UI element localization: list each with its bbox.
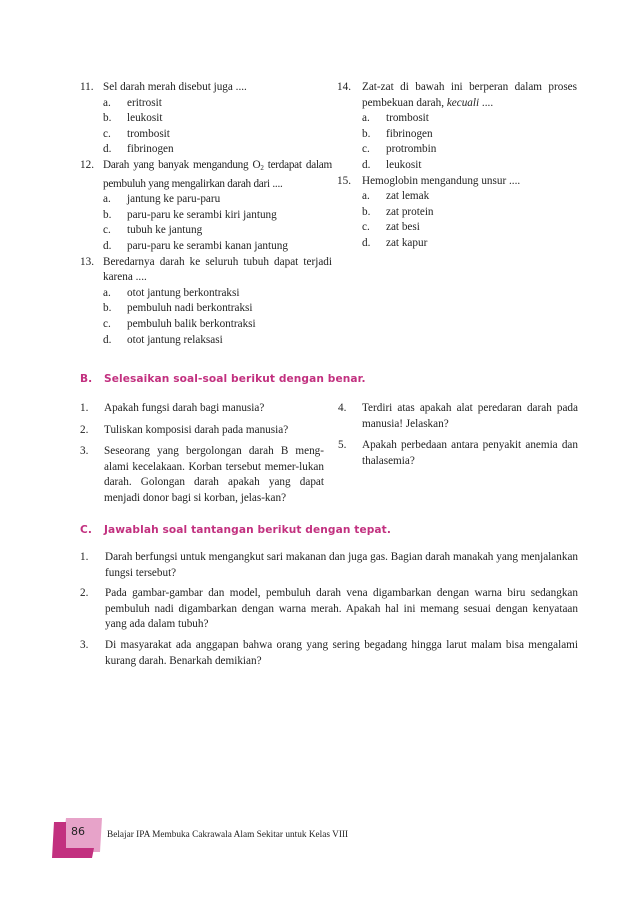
option-item	[103, 333, 332, 349]
challenge-question-3	[80, 638, 578, 669]
question-number: 14.	[337, 81, 351, 93]
option-text: pembuluh nadi berkontraksi	[127, 302, 253, 315]
option-text: pembuluh balik berkontraksi	[127, 317, 256, 330]
option-item	[103, 142, 332, 158]
option-letter: d.	[103, 143, 112, 156]
option-letter: d.	[362, 236, 371, 249]
option-letter: b.	[103, 208, 112, 221]
challenge-question-1	[80, 550, 578, 581]
question-number: 12.	[80, 158, 94, 171]
essay-question-3	[80, 444, 324, 506]
question-text-part: ....	[479, 96, 494, 109]
question-text: Terdiri atas apakah alat peredaran darah pada manusia! Jelaskan?	[362, 402, 578, 430]
question-text: Apakah fungsi darah bagi manusia?	[104, 402, 265, 414]
option-letter: c.	[362, 143, 370, 156]
option-text: protrombin	[386, 143, 437, 156]
option-letter: d.	[103, 333, 112, 346]
question-text-part: Zat-zat di bawah ini berperan dalam proses pembekuan darah,	[362, 81, 577, 109]
option-list	[103, 192, 332, 254]
option-letter: a.	[362, 190, 370, 203]
subscript: 2	[260, 163, 264, 172]
section-title: Selesaikan soal-soal berikut dengan benar.	[104, 373, 366, 385]
challenge-question-2	[80, 586, 578, 633]
question-text: Apakah perbedaan antara penyakit anemia dan thalasemia?	[362, 439, 578, 467]
question-number: 13.	[80, 255, 94, 268]
option-item	[103, 317, 332, 333]
question-number: 3.	[80, 445, 89, 458]
option-item	[103, 192, 332, 208]
option-list	[103, 96, 332, 158]
option-letter: a.	[103, 193, 111, 206]
question-number: 1.	[80, 402, 89, 414]
option-list	[362, 111, 577, 173]
question-number: 5.	[338, 439, 347, 452]
option-item	[103, 301, 332, 317]
question-text-part: terdapat dalam pembuluh yang mengalirkan darah dari ....	[103, 158, 332, 190]
option-item	[103, 96, 332, 112]
essay-question-1	[80, 401, 324, 417]
option-text: zat protein	[386, 205, 434, 218]
option-item	[103, 208, 332, 224]
option-item	[362, 158, 577, 174]
page-number: 86	[71, 825, 85, 838]
option-list	[103, 286, 332, 348]
section-c-list	[80, 550, 578, 674]
option-letter: d.	[362, 158, 371, 171]
question-text: Darah berfungsi untuk mengangkut sari makanan dan juga gas. Bagian darah manakah yang menjalankan fungsi tersebut?	[105, 551, 578, 579]
question-text: Seseorang yang bergolongan darah B meng-alami kecelakaan. Korban tersebut memer-lukan darah. Golongan darah apakah yang dapat menjadi donor bagi si korban, jelas-kan?	[104, 445, 324, 504]
option-text: leukosit	[386, 158, 422, 171]
option-letter: b.	[362, 205, 371, 218]
question-12	[80, 158, 332, 255]
option-text: trombosit	[386, 112, 429, 125]
section-letter: B.	[80, 373, 93, 385]
question-number: 11.	[80, 81, 94, 93]
essay-question-4	[338, 401, 578, 432]
option-letter: c.	[362, 221, 370, 234]
option-item	[362, 220, 577, 236]
option-text: jantung ke paru-paru	[127, 193, 221, 206]
option-text: otot jantung relaksasi	[127, 333, 223, 346]
section-b-heading	[80, 373, 366, 385]
question-number: 15.	[337, 174, 351, 187]
option-item	[362, 127, 577, 143]
question-13	[80, 255, 332, 349]
option-text: fibrinogen	[127, 143, 174, 156]
option-letter: a.	[362, 112, 370, 125]
option-text: leukosit	[127, 112, 163, 125]
option-list	[362, 189, 577, 251]
option-letter: b.	[362, 127, 371, 140]
option-letter: a.	[103, 286, 111, 299]
question-text	[362, 80, 577, 111]
section-b-left-column	[80, 401, 324, 513]
question-number: 4.	[338, 402, 347, 414]
option-text: paru-paru ke serambi kanan jantung	[127, 239, 288, 252]
option-text: zat kapur	[386, 236, 428, 249]
option-text: trombosit	[127, 127, 170, 140]
question-text: Sel darah merah disebut juga ....	[103, 81, 247, 93]
option-item	[362, 205, 577, 221]
option-text: zat besi	[386, 221, 420, 234]
option-letter: c.	[103, 317, 111, 330]
option-item	[362, 111, 577, 127]
option-item	[103, 223, 332, 239]
option-letter: b.	[103, 302, 112, 315]
option-item	[362, 189, 577, 205]
question-text-part: Darah yang banyak mengandung O	[103, 158, 261, 171]
option-letter: a.	[103, 96, 111, 109]
option-item	[103, 111, 332, 127]
essay-question-2	[80, 423, 324, 439]
question-text: Pada gambar-gambar dan model, pembuluh darah vena digambarkan dengan warna biru sedangkan pembuluh nadi digambarkan dengan warna merah. Apakah hal ini memang sesuai dengan kenyataan yang ada dalam tubuh?	[105, 587, 578, 631]
question-11	[80, 80, 332, 158]
question-text: Di masyarakat ada anggapan bahwa orang yang sering begadang hingga larut malam bisa mengalami kurang darah. Benarkah demikian?	[105, 638, 578, 667]
option-text: paru-paru ke serambi kiri jantung	[127, 208, 277, 221]
option-letter: c.	[103, 127, 111, 140]
question-number: 2.	[80, 423, 89, 436]
section-a-left-column	[80, 80, 332, 348]
option-letter: b.	[103, 112, 112, 125]
option-item	[103, 127, 332, 143]
question-text: Beredarnya darah ke seluruh tubuh dapat terjadi karena ....	[103, 255, 332, 284]
section-letter: C.	[80, 524, 92, 536]
question-text	[103, 158, 332, 192]
option-item	[103, 239, 332, 255]
option-text: tubuh ke jantung	[127, 224, 203, 237]
section-a-right-column	[337, 80, 577, 252]
essay-question-5	[338, 438, 578, 469]
question-14	[337, 80, 577, 174]
option-text: eritrosit	[127, 96, 162, 109]
question-number: 1.	[80, 551, 89, 563]
section-title: Jawablah soal tantangan berikut dengan tepat.	[104, 524, 391, 536]
question-text: Hemoglobin mengandung unsur ....	[362, 174, 521, 187]
option-item	[362, 142, 577, 158]
option-text: zat lemak	[386, 190, 430, 203]
section-b-right-column	[338, 401, 578, 475]
option-item	[362, 236, 577, 252]
option-item	[103, 286, 332, 302]
option-text: otot jantung berkontraksi	[127, 286, 240, 299]
section-c-heading	[80, 524, 391, 536]
option-letter: c.	[103, 224, 111, 237]
question-number: 2.	[80, 587, 89, 600]
emphasis-word: kecuali	[446, 96, 480, 109]
question-number: 3.	[80, 638, 89, 651]
option-letter: d.	[103, 239, 112, 252]
question-text: Tuliskan komposisi darah pada manusia?	[104, 423, 289, 436]
footer-book-title: Belajar IPA Membuka Cakrawala Alam Sekitar untuk Kelas VIII	[107, 830, 349, 840]
question-15	[337, 174, 577, 252]
option-text: fibrinogen	[386, 127, 433, 140]
